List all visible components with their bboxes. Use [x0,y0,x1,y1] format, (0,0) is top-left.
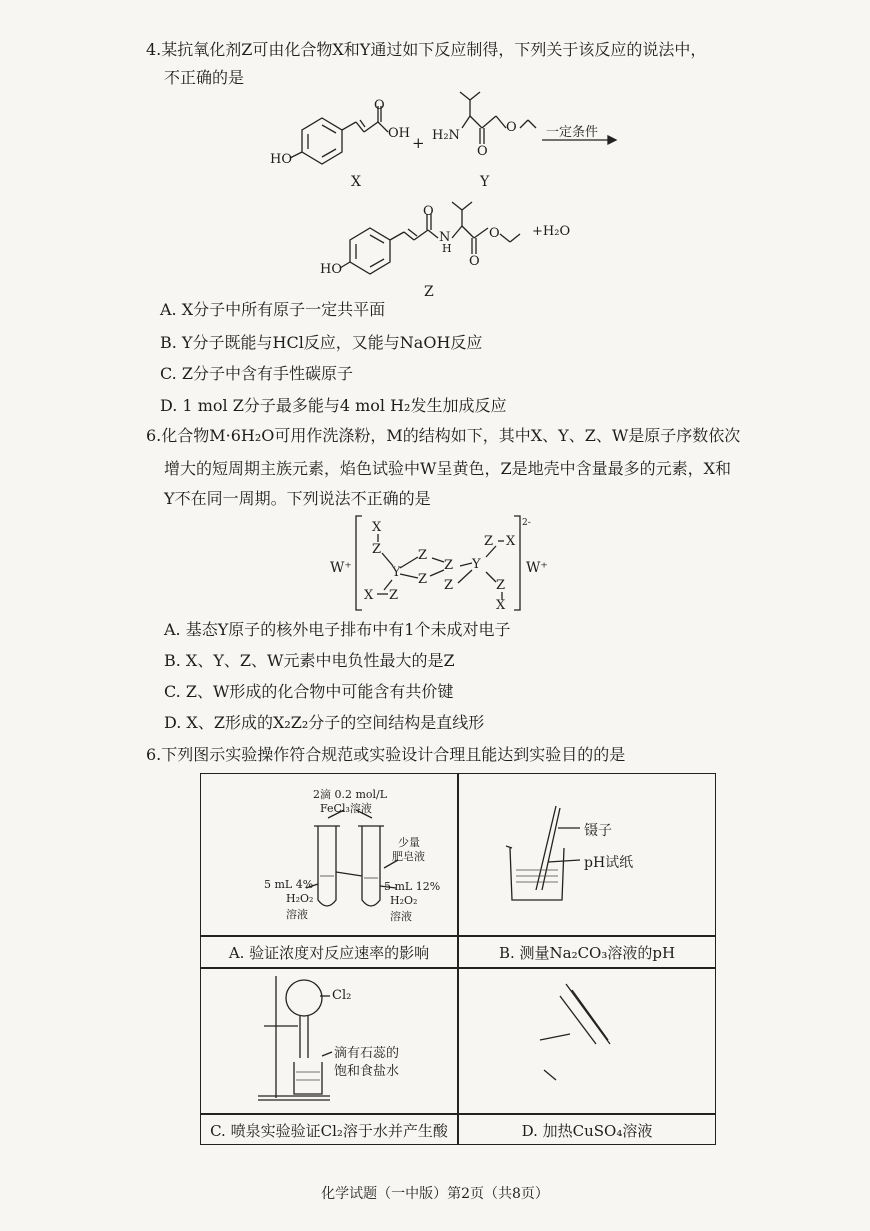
q5-atom-z5: Z [444,578,454,593]
q6c-litmus-line1: 滴有石蕊的 [334,1046,400,1061]
q4-z-amide-o: O [423,204,434,219]
q5-atom-x4: X [364,588,374,603]
q5-charge: 2- [522,518,531,528]
q4-stem-line2: 不正确的是 [164,68,245,87]
q4-y-nh2-label: H₂N [432,128,460,143]
q5-w-right: W⁺ [526,560,548,576]
q4-plus-sign: + [412,134,425,152]
q4-z-ho-label: HO [320,262,342,277]
q6a-soap-line2: 肥皂液 [392,850,425,863]
q4-x-carbonyl-o: O [374,98,385,113]
q5-atom-y1: Y [392,565,401,580]
q5-w-left: W⁺ [330,560,352,576]
q4-x-ho-label: HO [270,152,292,167]
q4-label-z: Z [424,284,434,300]
q6a-caption: A. 验证浓度对反应速率的影响 [228,944,430,962]
q5-atom-x3: X [496,598,506,613]
q6a-left-conc: 5 mL 4% [264,878,314,891]
q5-option-d: D. X、Z形成的X₂Z₂分子的空间结构是直线形 [164,713,485,732]
q4-y-carbonyl-o: O [477,144,488,159]
q5-atom-z1: Z [372,542,382,557]
q6a-reagent-top2: FeCl₃溶液 [320,802,372,815]
q4-x-oh-label: OH [388,126,410,141]
q4-plus-water: +H₂O [532,224,571,239]
q4-label-y: Y [480,174,490,190]
q6b-ph-paper-label: pH试纸 [584,855,634,871]
q6a-right-conc: 5 mL 12% [384,880,441,893]
q6c-caption: C. 喷泉实验验证Cl₂溶于水并产生酸 [210,1122,448,1140]
q5-option-b: B. X、Y、Z、W元素中电负性最大的是Z [164,651,455,670]
q6a-left-sol: 溶液 [286,908,308,921]
q6a-reagent-top: 2滴 0.2 mol/L [313,788,388,801]
q6a-soap-line1: 少量 [398,836,420,849]
q4-z-h-label: H [442,242,452,255]
q5-stem-line3: Y不在同一周期。下列说法不正确的是 [164,489,431,508]
q6a-right-sol: 溶液 [390,910,412,923]
q6-stem: 6.下列图示实验操作符合规范或实验设计合理且能达到实验目的的是 [146,745,626,764]
q4-option-b: B. Y分子既能与HCl反应，又能与NaOH反应 [160,333,483,352]
q4-option-c: C. Z分子中含有手性碳原子 [160,364,353,383]
q4-stem-line1: 4.某抗氧化剂Z可由化合物X和Y通过如下反应制得，下列关于该反应的说法中， [146,40,707,59]
q5-atom-z8: Z [389,588,399,603]
q4-option-d: D. 1 mol Z分子最多能与4 mol H₂发生加成反应 [160,396,507,415]
q5-atom-x1: X [372,520,382,535]
q4-option-a: A. X分子中所有原子一定共平面 [160,300,386,319]
q5-atom-z4: Z [444,558,454,573]
q6c-cl2-label: Cl₂ [332,988,352,1003]
q5-option-c: C. Z、W形成的化合物中可能含有共价键 [164,682,454,701]
q5-option-a: A. 基态Y原子的核外电子排布中有1个未成对电子 [164,620,511,639]
q5-stem-line2: 增大的短周期主族元素，焰色试验中W呈黄色，Z是地壳中含量最多的元素，X和 [164,459,731,478]
q4-label-x: X [351,174,361,190]
q5-atom-z3: Z [418,572,428,587]
q5-stem-line1: 6.化合物M·6H₂O可用作洗涤粉，M的结构如下，其中X、Y、Z、W是原子序数依次 [146,426,741,445]
page-footer: 化学试题（一中版）第2页（共8页） [321,1186,549,1202]
q6c-litmus-line2: 饱和食盐水 [334,1064,400,1079]
q4-z-ester-o: O [489,226,500,241]
q5-atom-y2: Y [472,557,481,572]
q5-atom-x2: X [506,534,516,549]
q6b-tweezers-label: 镊子 [584,823,612,839]
q5-atom-z2: Z [418,548,428,563]
q4-z-carbonyl-o: O [469,254,480,269]
q4-reaction-condition: 一定条件 [546,125,599,140]
q6d-caption: D. 加热CuSO₄溶液 [521,1122,653,1140]
q5-atom-z7: Z [496,578,506,593]
q6a-left-h2o2: H₂O₂ [286,892,314,905]
q4-z-n-label: N [439,230,451,245]
q4-y-ester-o: O [506,120,517,135]
q6a-right-h2o2: H₂O₂ [390,894,418,907]
q5-atom-z6: Z [484,534,494,549]
q6b-caption: B. 测量Na₂CO₃溶液的pH [498,944,676,962]
